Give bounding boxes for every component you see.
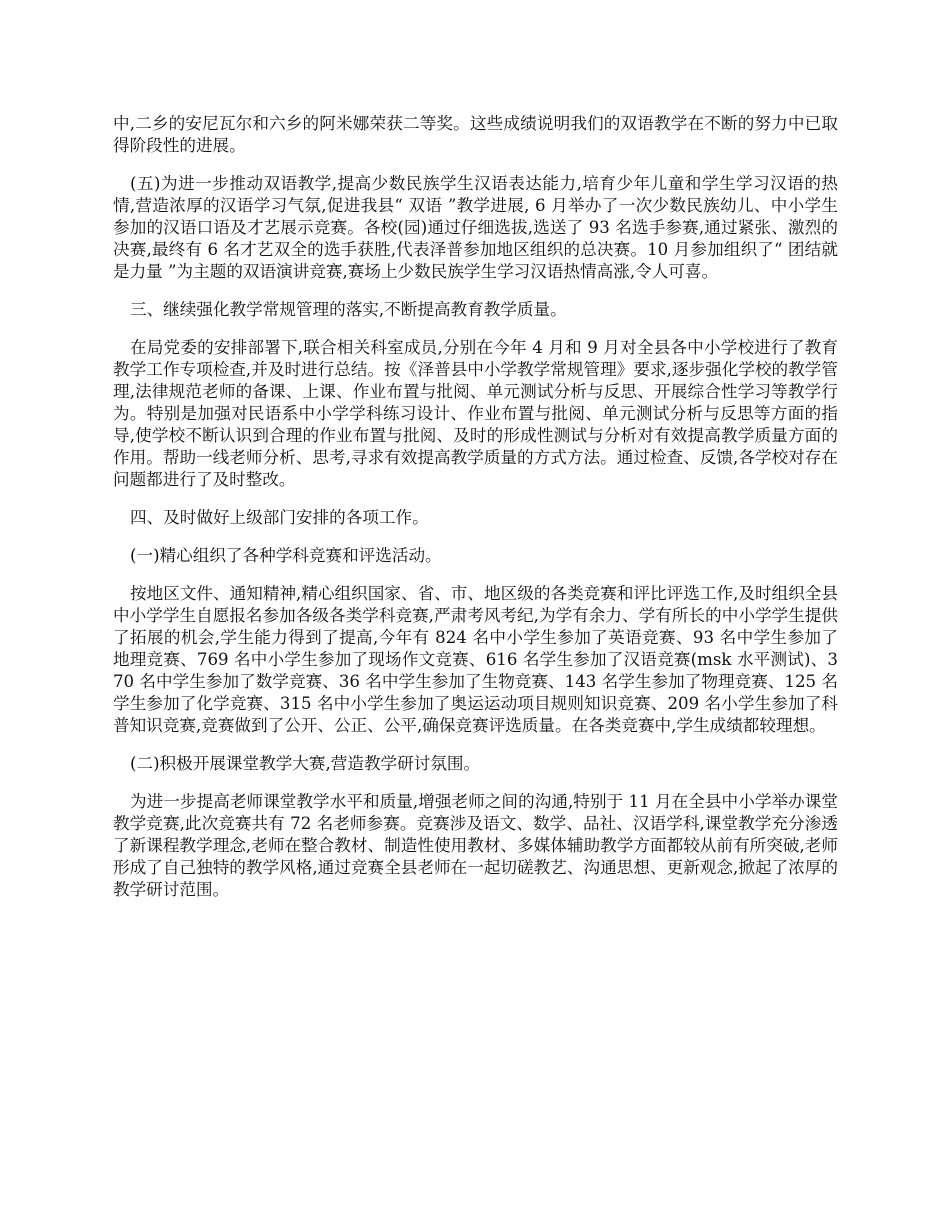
paragraph-teaching-inspection: 在局党委的安排部署下,联合相关科室成员,分别在今年 4 月和 9 月对全县各中小学校进行了教育教学工作专项检查,并及时进行总结。按《泽普县中小学教学常规管理》要求,逐步强化学校的教学管理,法律规范老师的备课、上课、作业布置与批阅、单元测试分析与反思、开展综合性学习等教学行为。特别是加强对民语系中小学学科练习设计、作业布置与批阅、单元测试分析与反思等方面的指导,使学校不断认识到合理的作业布置与批阅、及时的形成性测试与分析对有效提高教学质量方面的作用。帮助一线老师分析、思考,寻求有效提高教学质量的方式方法。通过检查、反馈,各学校对存在问题都进行了及时整改。	[113, 338, 838, 489]
section-heading-teaching-routine: 三、继续强化教学常规管理的落实,不断提高教育教学质量。	[130, 300, 567, 319]
paragraph-bilingual-competition: (五)为进一步推动双语教学,提高少数民族学生汉语表达能力,培育少年儿童和学生学习汉语的热情,营造浓厚的汉语学习气氛,促进我县“ 双语 ”教学进展, 6 月举办了一次少数民族幼儿、中小学生参加的汉语口语及才艺展示竞赛。各校(园)通过仔细选拔,选送了 93 名选手参赛,通过紧张、激烈的决赛,最终有 6 名才艺双全的选手获胜,代表泽普参加地区组织的总决赛。10 月参加组织了“ 团结就是力量 ”为主题的双语演讲竞赛,赛场上少数民族学生学习汉语热情高涨,令人可喜。	[113, 174, 838, 281]
paragraph-classroom-contest: 为进一步提高老师课堂教学水平和质量,增强老师之间的沟通,特别于 11 月在全县中小学举办课堂教学竞赛,此次竞赛共有 72 名老师参赛。竞赛涉及语文、数学、品社、汉语学科,课堂教学充分渗透了新课程教学理念,老师在整合教材、制造性使用教材、多媒体辅助教学方面都较从前有所突破,老师形成了自己独特的教学风格,通过竞赛全县老师在一起切磋教艺、沟通思想、更新观念,掀起了浓厚的教学研讨范围。	[113, 792, 838, 899]
subheading-competitions: (一)精心组织了各种学科竞赛和评选活动。	[130, 546, 442, 565]
document-page	[113, 113, 838, 917]
section-heading-superior-tasks: 四、及时做好上级部门安排的各项工作。	[130, 508, 429, 527]
paragraph-continuation: 中,二乡的安尼瓦尔和六乡的阿米娜荣获二等奖。这些成绩说明我们的双语教学在不断的努力中已取得阶段性的进展。	[113, 114, 838, 155]
paragraph-subject-competitions: 按地区文件、通知精神,精心组织国家、省、市、地区级的各类竞赛和评比评选工作,及时组织全县中小学学生自愿报名参加各级各类学科竞赛,严肃考风考纪,为学有余力、学有所长的中小学学生提供了拓展的机会,学生能力得到了提高,今年有 824 名中小学生参加了英语竞赛、93 名中学生参加了地理竞赛、769 名中小学生参加了现场作文竞赛、616 名学生参加了汉语竞赛(msk 水平测试)、370 名中学生参加了数学竞赛、36 名中学生参加了生物竞赛、143 名学生参加了物理竞赛、125 名学生参加了化学竞赛、315 名中小学生参加了奥运运动项目规则知识竞赛、209 名小学生参加了科普知识竞赛,竞赛做到了公开、公正、公平,确保竞赛评选质量。在各类竞赛中,学生成绩都较理想。	[113, 584, 838, 735]
subheading-classroom-contest: (二)积极开展课堂教学大赛,营造教学研讨氛围。	[130, 754, 481, 773]
